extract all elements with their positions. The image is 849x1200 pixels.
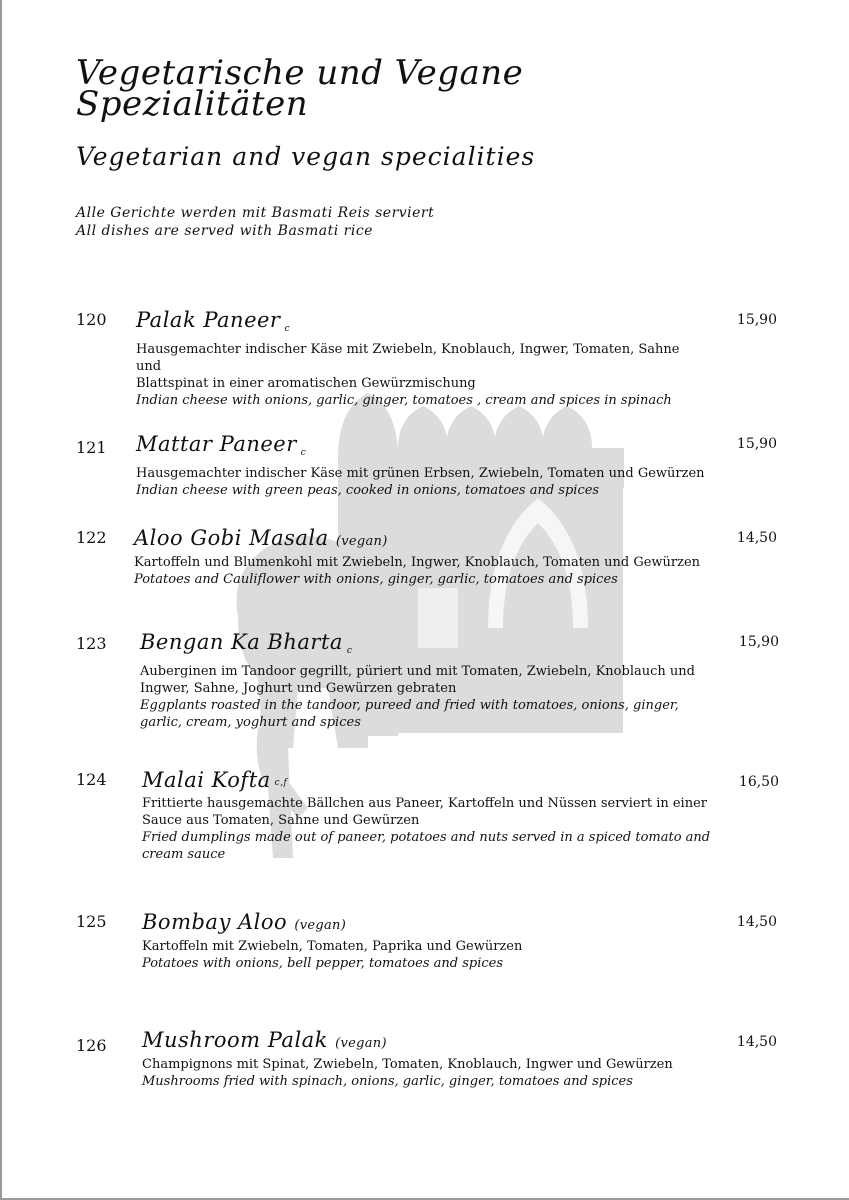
item-name: [142, 1028, 712, 1056]
item-body: [134, 526, 704, 588]
item-body: [136, 432, 706, 499]
item-allergen: c: [284, 324, 291, 334]
item-body: [140, 630, 710, 731]
item-name: [134, 526, 704, 554]
item-description-en: [140, 697, 710, 731]
item-price: 14,50: [736, 530, 777, 546]
item-name-text: Aloo Gobi Masala: [134, 526, 329, 550]
item-description-en: Mushrooms fried with spinach, onions, garlic, ginger, tomatoes and spices: [142, 1074, 633, 1089]
item-name-text: Bombay Aloo: [142, 910, 288, 934]
desc-de-line-1: Frittierte hausgemachte Bällchen aus Paneer, Kartoffeln und Nüssen serviert in einer: [142, 796, 707, 811]
item-name: [140, 630, 710, 663]
item-number: 124: [76, 770, 107, 789]
item-description-de: Kartoffeln mit Zwiebeln, Tomaten, Paprika und Gewürzen: [142, 939, 523, 954]
item-price: 16,50: [738, 774, 779, 790]
desc-en-line-1: Fried dumplings made out of paneer, potatoes and nuts served in a spiced tomato and: [142, 830, 711, 845]
item-price: 15,90: [736, 436, 777, 452]
title-line-1: Vegetarische und Vegane: [76, 53, 524, 93]
item-price: 15,90: [736, 312, 777, 328]
item-number: 126: [76, 1036, 107, 1055]
item-description-en: Indian cheese with green peas, cooked in onions, tomatoes and spices: [136, 483, 600, 498]
item-price: 14,50: [736, 914, 777, 930]
desc-de-line-2: Blattspinat in einer aromatischen Gewürzmischung: [136, 376, 476, 391]
item-description-de: [136, 341, 706, 392]
item-body: [142, 910, 712, 972]
item-description-de: [142, 795, 712, 829]
desc-en-line-1: Eggplants roasted in the tandoor, pureed and fried with tomatoes, onions, ginger,: [140, 698, 679, 713]
item-description-de: Hausgemachter indischer Käse mit grünen Erbsen, Zwiebeln, Tomaten und Gewürzen: [136, 466, 705, 481]
item-name: [142, 910, 712, 938]
item-price: 15,90: [738, 634, 779, 650]
item-number: 122: [76, 528, 107, 547]
item-name-text: Malai Kofta: [142, 768, 271, 792]
item-allergen: c: [300, 448, 307, 458]
desc-de-line-1: Auberginen im Tandoor gegrillt, püriert und mit Tomaten, Zwiebeln, Knoblauch und: [140, 664, 695, 679]
item-body: [136, 308, 706, 409]
item-allergen: c: [346, 646, 353, 656]
item-description-en: Potatoes with onions, bell pepper, tomatoes and spices: [142, 956, 503, 971]
item-body: [142, 1028, 712, 1090]
item-number: 123: [76, 634, 107, 653]
item-body: [142, 768, 712, 863]
served-with-note-de: Alle Gerichte werden mit Basmati Reis serviert: [76, 205, 435, 221]
item-description-de: Champignons mit Spinat, Zwiebeln, Tomaten, Knoblauch, Ingwer und Gewürzen: [142, 1057, 673, 1072]
vegan-tag: (vegan): [294, 918, 347, 933]
item-name: [136, 432, 706, 465]
desc-en-line-2: cream sauce: [142, 847, 226, 862]
item-name-text: Bengan Ka Bharta: [140, 630, 343, 654]
vegan-tag: (vegan): [335, 534, 388, 549]
desc-de-line-2: Ingwer, Sahne, Joghurt und Gewürzen gebraten: [140, 681, 457, 696]
item-description-de: Kartoffeln und Blumenkohl mit Zwiebeln, Ingwer, Knoblauch, Tomaten und Gewürzen: [134, 555, 701, 570]
vegan-tag: (vegan): [335, 1036, 387, 1051]
item-number: 125: [76, 912, 107, 931]
desc-de-line-1: Hausgemachter indischer Käse mit Zwiebeln, Knoblauch, Ingwer, Tomaten, Sahne und: [136, 342, 680, 374]
page-subtitle: Vegetarian and vegan specialities: [76, 142, 536, 171]
item-name-text: Palak Paneer: [136, 308, 281, 332]
item-price: 14,50: [736, 1034, 777, 1050]
item-description-en: Potatoes and Cauliflower with onions, ginger, garlic, tomatoes and spices: [134, 572, 618, 587]
item-description-en: Indian cheese with onions, garlic, ginger, tomatoes , cream and spices in spinach: [136, 393, 672, 408]
item-number: 121: [76, 438, 107, 457]
page-left-border: [0, 0, 2, 1200]
desc-en-line-2: garlic, cream, yoghurt and spices: [140, 715, 361, 730]
item-name-text: Mushroom Palak: [142, 1028, 328, 1052]
item-name: [142, 768, 712, 795]
item-description-en: [142, 829, 712, 863]
title-line-2: Spezialitäten: [76, 84, 309, 124]
served-with-note-en: All dishes are served with Basmati rice: [76, 223, 373, 239]
item-description-de: [140, 663, 710, 697]
desc-de-line-2: Sauce aus Tomaten, Sahne und Gewürzen: [142, 813, 420, 828]
item-allergen: c,f: [274, 778, 288, 788]
item-name: [136, 308, 706, 341]
page-title: [76, 53, 776, 124]
item-number: 120: [76, 310, 107, 329]
item-name-text: Mattar Paneer: [136, 432, 297, 456]
